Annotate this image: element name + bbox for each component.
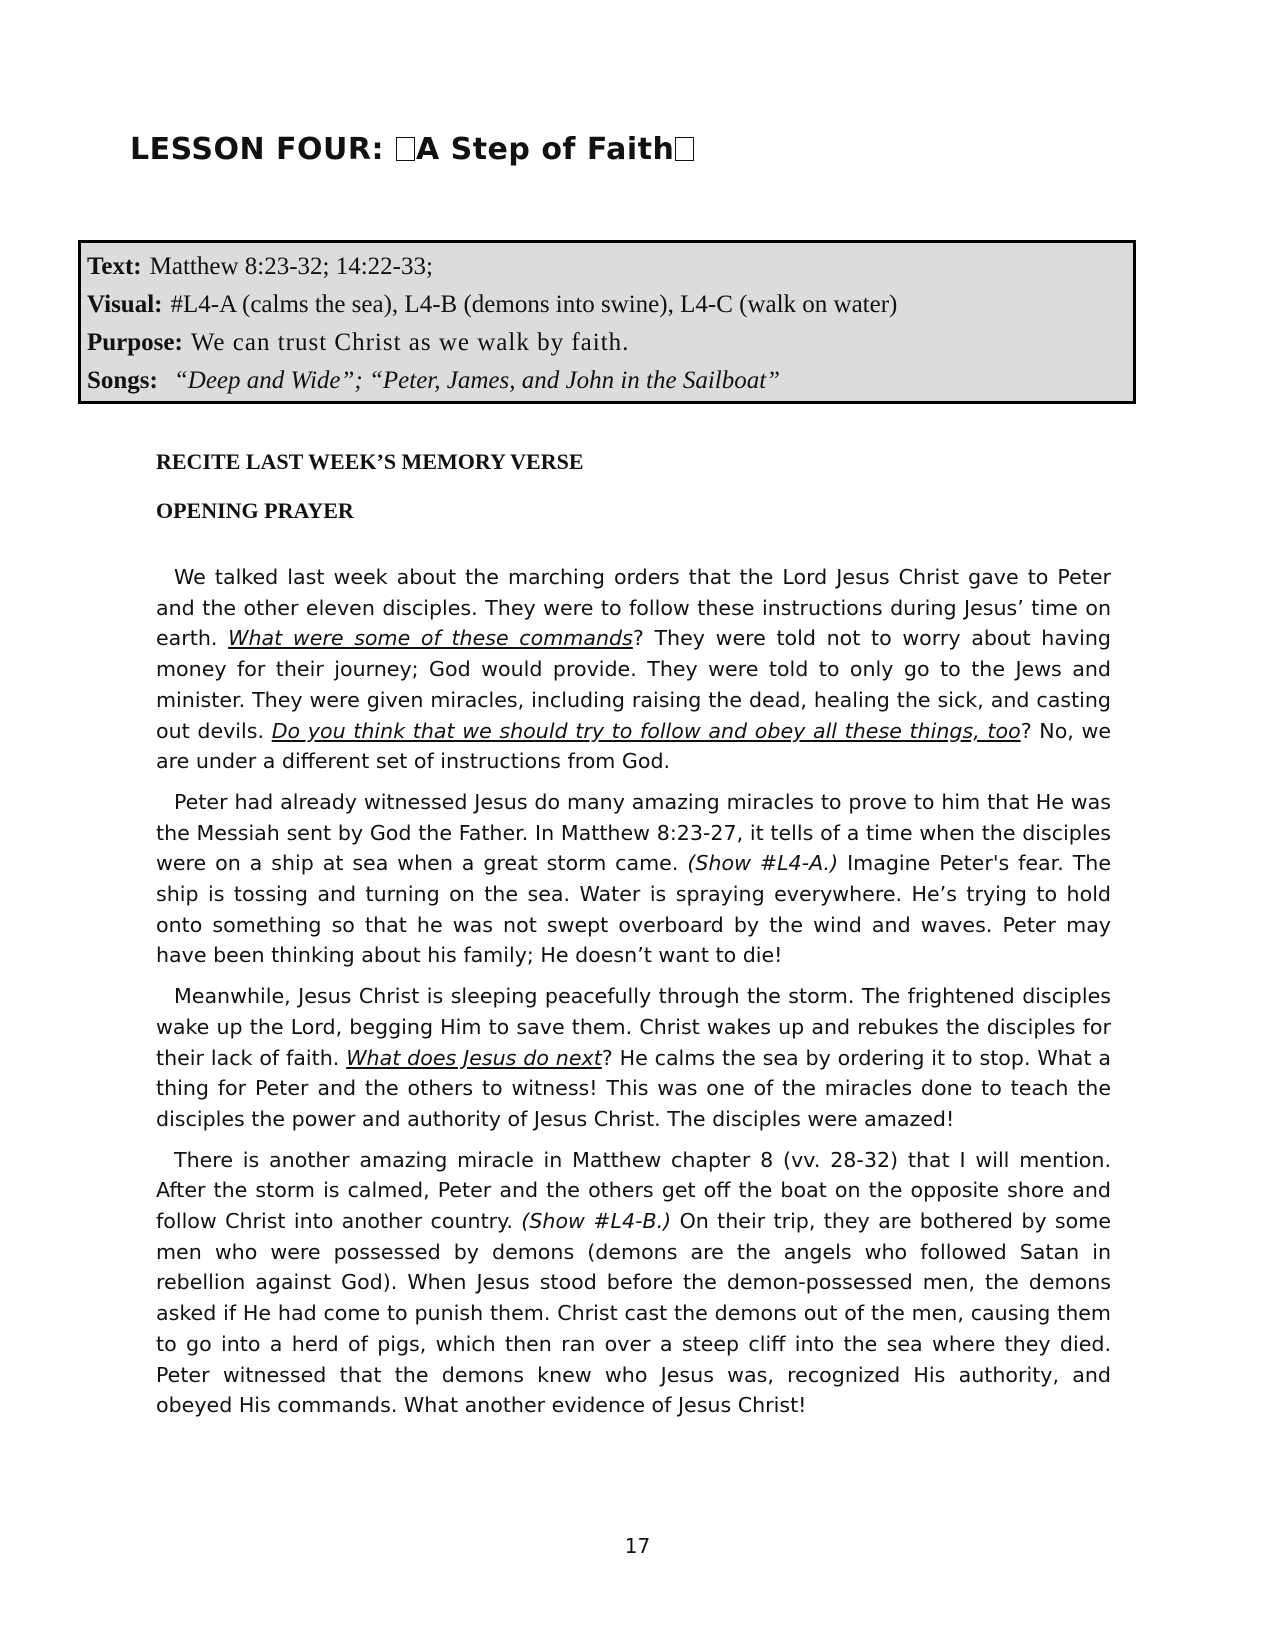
visual-label: Visual: <box>87 291 163 318</box>
info-visual-row <box>87 286 1127 324</box>
discussion-question: What does Jesus do next <box>346 1045 602 1070</box>
paragraph-text: ? They were told not to worry about having money for their journey; God would provide. They were told to only go to the Jews and minister. They were given miracles, including raising the dead, healing the sick, and casting out devils. <box>156 626 1111 743</box>
songs-value: “Deep and Wide”; “Peter, James, and John in the Sailboat” <box>173 367 781 394</box>
purpose-value: We can trust Christ as we walk by faith. <box>190 329 630 356</box>
visual-cue: (Show #L4-A.) <box>687 851 839 876</box>
paragraph-text: Imagine Peter's fear. The ship is tossing and turning on the sea. Water is spraying everywhere. He’s trying to hold onto something so that he was not swept overboard by the wind and waves. Peter may have been thinking about his family; He doesn’t want to die! <box>156 851 1112 968</box>
paragraph <box>156 1145 1111 1421</box>
page-number: 17 <box>624 1534 651 1558</box>
heading-opening-prayer: OPENING PRAYER <box>156 498 354 523</box>
paragraph-text: We talked last week about the marching orders that the Lord Jesus Christ gave to Peter and the other eleven disciples. They were to follow these instructions during Jesus’ time on earth. <box>156 565 1111 651</box>
heading-recite-memory-verse: RECITE LAST WEEK’S MEMORY VERSE <box>156 449 584 474</box>
paragraph <box>156 981 1111 1135</box>
paragraph-text: There is another amazing miracle in Matthew chapter 8 (vv. 28-32) that I will mention. After the storm is calmed, Peter and the others get off the boat on the opposite shore and follow Christ into another country. <box>156 1147 1111 1234</box>
text-label: Text: <box>87 253 142 280</box>
info-purpose-row <box>87 324 1127 362</box>
paragraph <box>156 787 1111 971</box>
discussion-question: What were some of these commands <box>228 626 633 651</box>
missing-glyph-box-icon <box>675 137 694 161</box>
lesson-title <box>130 132 695 167</box>
purpose-label: Purpose: <box>87 329 183 356</box>
lesson-body <box>156 562 1111 1431</box>
lesson-info-box <box>78 240 1136 404</box>
info-text-row <box>87 248 1127 286</box>
visual-cue: (Show #L4-B.) <box>521 1209 672 1234</box>
paragraph <box>156 562 1111 777</box>
paragraph-text: Meanwhile, Jesus Christ is sleeping peacefully through the storm. The frightened disciples wake up the Lord, begging Him to save them. Christ wakes up and rebukes the disciples for their lack of faith. <box>156 984 1111 1070</box>
info-songs-row <box>87 362 1127 400</box>
paragraph-text: ? He calms the sea by ordering it to stop. What a thing for Peter and the others to witness! This was one of the miracles done to teach the disciples the power and authority of Jesus Christ. The disciples were amazed! <box>156 1045 1111 1131</box>
text-value: Matthew 8:23-32; 14:22-33; <box>149 253 433 280</box>
discussion-question: Do you think that we should try to follow and obey all these things, too <box>271 718 1021 743</box>
paragraph-text: On their trip, they are bothered by some men who were possessed by demons (demons are the angels who followed Satan in rebellion against God). When Jesus stood before the demon-possessed men, the demons asked if He had come to punish them. Christ cast the demons out of the men, causing them to go into a herd of pigs, which then ran over a steep cliff into the sea where they died. Peter witnessed that the demons knew who Jesus was, recognized His authority, and obeyed His commands. What another evidence of Jesus Christ! <box>156 1209 1111 1418</box>
visual-value: #L4-A (calms the sea), L4-B (demons into swine), L4-C (walk on water) <box>170 291 898 318</box>
lesson-number: LESSON FOUR: <box>130 132 395 167</box>
missing-glyph-box-icon <box>396 137 415 161</box>
paragraph-text: Peter had already witnessed Jesus do many amazing miracles to prove to him that He was the Messiah sent by God the Father. In Matthew 8:23-27, it tells of a time when the disciples were on a ship at sea when a great storm came. <box>156 789 1111 876</box>
songs-label: Songs: <box>87 367 158 394</box>
paragraph-text: ? No, we are under a different set of instructions from God. <box>156 718 1112 774</box>
lesson-name: A Step of Faith <box>415 132 675 167</box>
